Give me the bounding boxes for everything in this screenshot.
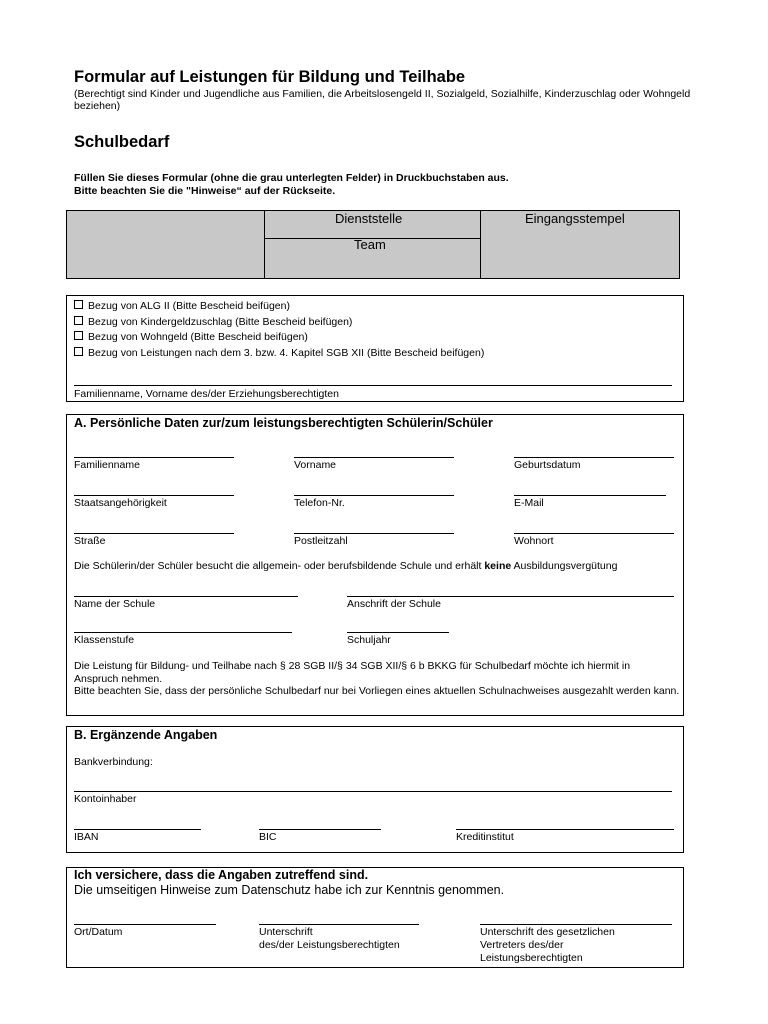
signature-beneficiary-field[interactable] (259, 924, 419, 925)
geburtsdatum-label: Geburtsdatum (514, 459, 581, 471)
vorname-label: Vorname (294, 459, 337, 471)
ort-datum-field[interactable] (74, 924, 216, 925)
declaration-line-2: Die umseitigen Hinweise zum Datenschutz habe ich zur Kenntnis genommen. (74, 883, 505, 897)
staatsangehoerigkeit-label: Staatsangehörigkeit (74, 497, 167, 509)
name-schule-label: Name der Schule (74, 598, 156, 610)
postleitzahl-field[interactable] (294, 533, 454, 534)
signature-beneficiary-label: Unterschrift des/der Leistungsberechtigten (259, 926, 400, 951)
email-field[interactable] (514, 495, 666, 496)
instructions (74, 172, 509, 197)
guardian-name-label: Familienname, Vorname des/der Erziehungsberechtigten (74, 388, 339, 400)
form-title: Formular auf Leistungen für Bildung und Teilhabe (74, 68, 466, 86)
benefit-option-kindergeldzuschlag[interactable]: Bezug von Kindergeldzuschlag (Bitte Bescheid beifügen) (74, 315, 484, 331)
telefon-label: Telefon-Nr. (294, 497, 345, 509)
postleitzahl-label: Postleitzahl (294, 535, 348, 547)
anschrift-schule-field[interactable] (347, 596, 674, 597)
ort-datum-label: Ort/Datum (74, 926, 123, 938)
checkbox-icon[interactable] (74, 347, 83, 356)
email-label: E-Mail (514, 497, 544, 509)
checkbox-icon[interactable] (74, 300, 83, 309)
instruction-line-2: Bitte beachten Sie die "Hinweise“ auf der Rückseite. (74, 184, 336, 197)
section-b-box (66, 726, 684, 853)
staatsangehoerigkeit-field[interactable] (74, 495, 234, 496)
section-a-title: A. Persönliche Daten zur/zum leistungsberechtigten Schülerin/Schüler (74, 416, 493, 430)
checkbox-icon[interactable] (74, 331, 83, 340)
office-use-box (66, 210, 680, 279)
dienststelle-label: Dienststelle (335, 211, 403, 226)
strasse-label: Straße (74, 535, 106, 547)
eingangsstempel-label: Eingangsstempel (525, 211, 625, 226)
geburtsdatum-field[interactable] (514, 457, 674, 458)
guardian-name-field[interactable] (74, 385, 672, 386)
kontoinhaber-label: Kontoinhaber (74, 793, 137, 805)
signature-representative-field[interactable] (480, 924, 672, 925)
school-attendance-statement: Die Schülerin/der Schüler besucht die allgemein- oder berufsbildende Schule und erhält keine Ausbildungsvergütung (74, 560, 618, 572)
strasse-field[interactable] (74, 533, 234, 534)
wohnort-field[interactable] (514, 533, 674, 534)
bankverbindung-label: Bankverbindung: (74, 756, 153, 768)
iban-label: IBAN (74, 831, 99, 843)
checkbox-icon[interactable] (74, 316, 83, 325)
benefit-option-alg2[interactable]: Bezug von ALG II (Bitte Bescheid beifügen) (74, 299, 484, 315)
school-proof-note: Bitte beachten Sie, dass der persönliche Schulbedarf nur bei Vorliegen eines aktuellen Schulnachweises ausgezahlt werden kann. (74, 685, 680, 697)
schuljahr-label: Schuljahr (347, 634, 391, 646)
team-label: Team (354, 237, 386, 252)
benefit-options (74, 299, 484, 361)
claim-text: Die Leistung für Bildung- und Teilhabe nach § 28 SGB II/§ 34 SGB XII/§ 6 b BKKG für Schulbedarf möchte ich hiermit in Anspruch nehmen. (74, 660, 631, 685)
vorname-field[interactable] (294, 457, 454, 458)
declaration-line-1: Ich versichere, dass die Angaben zutreffend sind. (74, 868, 369, 882)
section-b-title: B. Ergänzende Angaben (74, 728, 218, 742)
name-schule-field[interactable] (74, 596, 298, 597)
anschrift-schule-label: Anschrift der Schule (347, 598, 441, 610)
bic-label: BIC (259, 831, 277, 843)
benefit-option-sgb12[interactable]: Bezug von Leistungen nach dem 3. bzw. 4. Kapitel SGB XII (Bitte Bescheid beifügen) (74, 346, 484, 362)
wohnort-label: Wohnort (514, 535, 554, 547)
schuljahr-field[interactable] (347, 632, 449, 633)
klassenstufe-label: Klassenstufe (74, 634, 135, 646)
signature-representative-label: Unterschrift des gesetzlichen Vertreters des/der Leistungsberechtigten (480, 926, 615, 964)
kreditinstitut-field[interactable] (456, 829, 674, 830)
iban-field[interactable] (74, 829, 201, 830)
form-subtitle: (Berechtigt sind Kinder und Jugendliche aus Familien, die Arbeitslosengeld II, Sozialgeld, Sozialhilfe, Kinderzuschlag oder Wohngeld beziehen) (74, 88, 691, 112)
klassenstufe-field[interactable] (74, 632, 292, 633)
familienname-label: Familienname (74, 459, 140, 471)
familienname-field[interactable] (74, 457, 234, 458)
benefit-option-wohngeld[interactable]: Bezug von Wohngeld (Bitte Bescheid beifügen) (74, 330, 484, 346)
kontoinhaber-field[interactable] (74, 791, 672, 792)
bic-field[interactable] (259, 829, 381, 830)
section-heading-schulbedarf: Schulbedarf (74, 133, 170, 151)
telefon-field[interactable] (294, 495, 454, 496)
kreditinstitut-label: Kreditinstitut (456, 831, 514, 843)
instruction-line-1: Füllen Sie dieses Formular (ohne die grau unterlegten Felder) in Druckbuchstaben aus. (74, 172, 509, 184)
